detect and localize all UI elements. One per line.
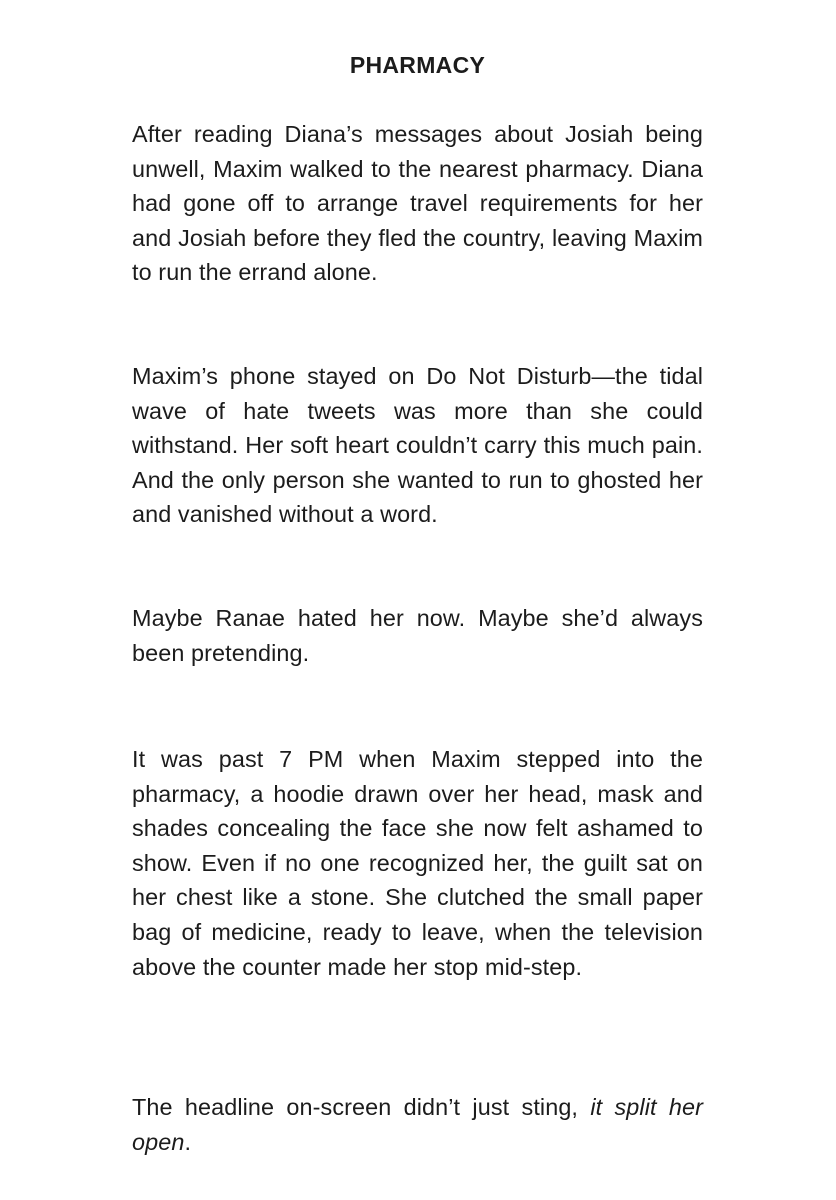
paragraph-5-text: The headline on-screen didn’t just sting, xyxy=(132,1094,591,1120)
paragraph-4: It was past 7 PM when Maxim stepped into the pharmacy, a hoodie drawn over her head, mask and shades concealing the face she now felt ashamed to show. Even if no one recognized her, the guilt sat on her chest like a stone. She clutched the small paper bag of medicine, ready to leave, when the television above the counter made her stop mid-step. xyxy=(132,746,703,980)
paragraph-5-italic-text: it split her open xyxy=(132,1094,704,1155)
paragraph-1: After reading Diana’s messages about Josiah being unwell, Maxim walked to the nearest pharmacy. Diana had gone off to arrange travel requirements for her and Josiah before they fled the country, leaving Maxim to run the errand alone. xyxy=(132,121,703,286)
paragraph-2: Maxim’s phone stayed on Do Not Disturb—the tidal wave of hate tweets was more than she could withstand. Her soft heart couldn’t carry this much pain. And the only person she wanted to run to ghosted her and vanished without a word. xyxy=(132,363,703,528)
chapter-title: PHARMACY xyxy=(349,52,486,78)
paragraph-5 xyxy=(132,1090,703,1159)
paragraph-3: Maybe Ranae hated her now. Maybe she’d always been pretending. xyxy=(132,605,703,666)
paragraph-5-end: . xyxy=(184,1128,192,1155)
